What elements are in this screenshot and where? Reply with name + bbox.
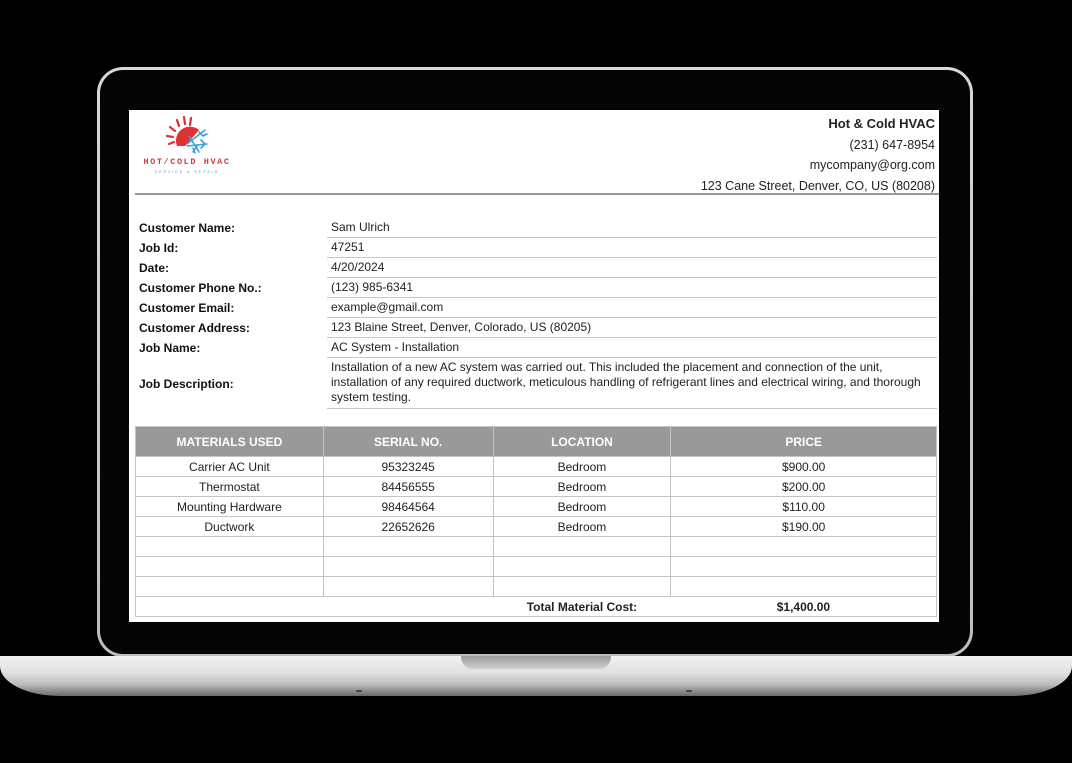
job-info-section xyxy=(139,218,937,409)
materials-table xyxy=(135,426,937,617)
info-label: Customer Email: xyxy=(139,301,235,315)
header-divider xyxy=(135,193,939,195)
price-cell: $200.00 xyxy=(671,477,937,497)
laptop-hinge-notch xyxy=(461,656,611,669)
info-row-job-name xyxy=(139,338,937,358)
customer-email-value: example@gmail.com xyxy=(327,299,937,318)
material-cell: Carrier AC Unit xyxy=(136,457,324,477)
table-row-empty xyxy=(136,577,937,597)
company-name: Hot & Cold HVAC xyxy=(828,116,935,131)
info-label: Customer Name: xyxy=(139,221,236,235)
job-description-value: Installation of a new AC system was carried out. This included the placement and connection of the unit, installation of any required ductwork, meticulous handling of refrigerant lines and electrical wiring, and thorough system testing. xyxy=(327,358,937,409)
price-cell xyxy=(671,557,937,577)
info-label: Date: xyxy=(139,261,170,275)
info-row-customer-name xyxy=(139,218,937,238)
column-header-materials: MATERIALS USED xyxy=(136,427,324,457)
document-screen xyxy=(129,110,939,622)
total-label: Total Material Cost: xyxy=(493,597,671,617)
laptop-foot xyxy=(356,690,362,692)
info-row-job-description xyxy=(139,358,937,409)
material-cell xyxy=(136,557,324,577)
column-header-serial: SERIAL NO. xyxy=(323,427,493,457)
price-cell xyxy=(671,577,937,597)
logo-text: HOT/COLD HVAC xyxy=(143,157,231,167)
laptop-lid xyxy=(97,67,973,657)
sun-snowflake-icon xyxy=(137,116,237,156)
job-name-value: AC System - Installation xyxy=(327,339,937,358)
company-phone: (231) 647-8954 xyxy=(849,137,935,152)
serial-cell: 95323245 xyxy=(323,457,493,477)
serial-cell xyxy=(323,537,493,557)
price-cell: $110.00 xyxy=(671,497,937,517)
total-value: $1,400.00 xyxy=(671,597,937,617)
table-row xyxy=(136,497,937,517)
job-id-value: 47251 xyxy=(327,239,937,258)
serial-cell: 98464564 xyxy=(323,497,493,517)
info-row-customer-email xyxy=(139,298,937,318)
location-cell xyxy=(493,557,671,577)
price-cell: $900.00 xyxy=(671,457,937,477)
location-cell: Bedroom xyxy=(493,517,671,537)
info-label: Job Description: xyxy=(139,376,234,391)
table-row-empty xyxy=(136,537,937,557)
material-cell: Mounting Hardware xyxy=(136,497,324,517)
column-header-location: LOCATION xyxy=(493,427,671,457)
table-row-empty xyxy=(136,557,937,577)
laptop-bezel xyxy=(100,70,970,654)
material-cell xyxy=(136,537,324,557)
serial-cell: 84456555 xyxy=(323,477,493,497)
serial-cell: 22652626 xyxy=(323,517,493,537)
info-row-date xyxy=(139,258,937,278)
table-row xyxy=(136,517,937,537)
customer-phone-value: (123) 985-6341 xyxy=(327,279,937,298)
material-cell: Ductwork xyxy=(136,517,324,537)
location-cell xyxy=(493,577,671,597)
laptop-foot xyxy=(686,690,692,692)
material-cell: Thermostat xyxy=(136,477,324,497)
company-address: 123 Cane Street, Denver, CO, US (80208) xyxy=(700,178,935,193)
location-cell: Bedroom xyxy=(493,497,671,517)
date-value: 4/20/2024 xyxy=(327,259,937,278)
logo-subtext: SERVICE & REPAIR xyxy=(154,170,220,174)
customer-name-value: Sam Ulrich xyxy=(327,219,937,238)
location-cell xyxy=(493,537,671,557)
table-row xyxy=(136,457,937,477)
info-label: Customer Phone No.: xyxy=(139,281,262,295)
info-row-customer-address xyxy=(139,318,937,338)
total-row xyxy=(136,597,937,617)
total-spacer xyxy=(136,597,494,617)
info-label: Customer Address: xyxy=(139,321,250,335)
table-header-row xyxy=(136,427,937,457)
company-info xyxy=(701,114,935,196)
material-cell xyxy=(136,577,324,597)
location-cell: Bedroom xyxy=(493,457,671,477)
column-header-price: PRICE xyxy=(671,427,937,457)
info-row-job-id xyxy=(139,238,937,258)
price-cell: $190.00 xyxy=(671,517,937,537)
price-cell xyxy=(671,537,937,557)
info-row-customer-phone xyxy=(139,278,937,298)
table-row xyxy=(136,477,937,497)
serial-cell xyxy=(323,557,493,577)
company-email: mycompany@org.com xyxy=(809,158,935,172)
info-label: Job Id: xyxy=(139,241,179,255)
serial-cell xyxy=(323,577,493,597)
customer-address-value: 123 Blaine Street, Denver, Colorado, US (80205) xyxy=(327,319,937,338)
location-cell: Bedroom xyxy=(493,477,671,497)
info-label: Job Name: xyxy=(139,341,201,355)
company-logo xyxy=(137,116,237,174)
